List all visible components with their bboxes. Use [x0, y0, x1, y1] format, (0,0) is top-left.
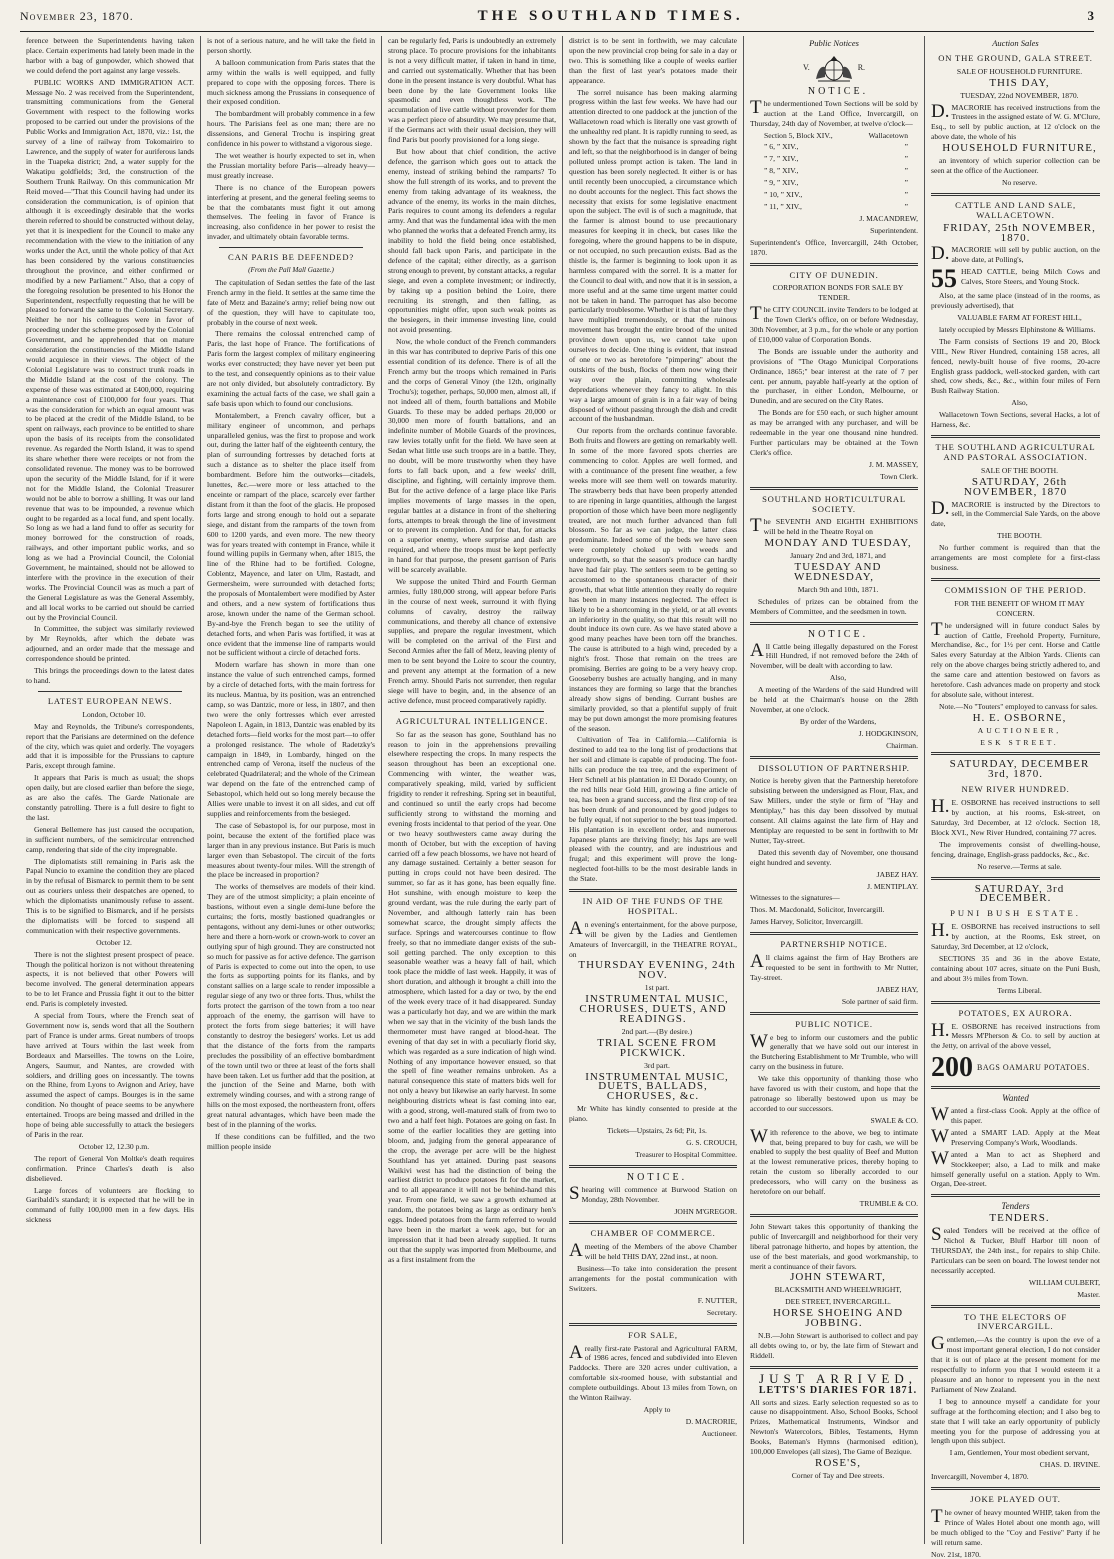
- heading-hospital: IN AID OF THE FUNDS OF THE HOSPITAL.: [582, 896, 724, 916]
- subheading: SALE OF HOUSEHOLD FURNITURE.: [956, 66, 1083, 76]
- signature-role: Town Clerk.: [880, 471, 918, 481]
- section-header-auction-sales: Auction Sales: [992, 38, 1039, 48]
- event-days: TUESDAY AND WEDNESDAY,: [794, 561, 882, 583]
- letts-diaries-heading: LETTS'S DIARIES FOR 1871.: [758, 1384, 918, 1396]
- sale-date: SATURDAY, DECEMBER 3rd, 1870.: [949, 758, 1090, 781]
- notice-title: NOTICE.: [807, 628, 869, 640]
- paragraph: The report of General Von Moltke's death requires confirmation. Prince Charles's death is also disbelieved.: [26, 1153, 194, 1183]
- section-list-item: [750, 142, 918, 152]
- signature-role: Superintendent.: [870, 225, 918, 235]
- divider: [931, 578, 1100, 581]
- signature: JABEZ HAY,: [876, 984, 918, 994]
- subheading: CORPORATION BONDS FOR SALE BY TENDER.: [772, 283, 904, 303]
- heading-electors: TO THE ELECTORS OF INVERCARGILL.: [964, 1311, 1067, 1332]
- heading-new-river: NEW RIVER HUNDRED.: [961, 784, 1070, 795]
- terms-line: No reserve.—Terms at sale.: [977, 861, 1062, 871]
- paragraph: With reference to the above, we beg to intimate that, being prepared to buy for cash, we will be enabled to supply the best quality of Beef and Mutton at the lowest remunerative prices, thereby hoping to retain the custom so liberally accorded to our predecessors, who will carry on the business as heretofore on our behalf.: [750, 1125, 918, 1197]
- business-trade: BLACKSMITH AND WHEELWRIGHT,: [774, 1285, 902, 1295]
- divider: [569, 1165, 737, 1168]
- auctioneer-role: AUCTIONEER,: [977, 725, 1062, 735]
- heading-horticultural: SOUTHLAND HORTICULTURAL SOCIETY.: [762, 493, 906, 514]
- office-line: Superintendent's Office, Invercargill, 24th October, 1870.: [750, 237, 918, 257]
- paragraph: If these conditions can be fulfilled, and the two million people inside: [207, 1131, 375, 1151]
- signature: JABEZ HAY.: [876, 869, 918, 879]
- also-text: Also,: [1011, 398, 1028, 408]
- program-part: INSTRUMENTAL MUSIC, DUETS, BALLADS, CHORUSES, &c.: [585, 1070, 729, 1103]
- paragraph: Dated this seventh day of November, one thousand eight hundred and seventy.: [750, 847, 918, 867]
- paragraph: Sealed Tenders will be received at the office of Nichol & Tucker, Bluff Harbor till noon of THURSDAY, the 24th inst., for repairs to ship Chile. Particulars can be seen on board. The lowest tender not necessarily accepted.: [931, 1224, 1100, 1275]
- signature: TRUMBLE & CO.: [859, 1199, 918, 1208]
- signature-role: Master.: [1077, 1289, 1100, 1299]
- sale-date: SATURDAY, 26th NOVEMBER, 1870: [963, 475, 1068, 498]
- shop-address: Corner of Tay and Dee streets.: [791, 1470, 885, 1480]
- paragraph: There is no chance of the European powers interfering at present, and the general feeling seems to be that the combatants must fight it out among themselves. The feeling in favor of France is increasing, also confidence in her power to resist the invader, and ultimately obtain favorable terms.: [207, 182, 375, 242]
- divider: [750, 263, 918, 266]
- signature: CHAS. D. IRVINE.: [1039, 1460, 1100, 1470]
- apply-text: Apply to: [643, 1405, 671, 1414]
- divider: [931, 877, 1100, 880]
- paragraph: Areally first-rate Pastoral and Agricultural FARM, of 1986 acres, fenced and subdivided into Eleven Paddocks. There are 320 acres under cultivation, a comfortable six-roomed house, with substantial and complete outbuildings. About 13 miles from Town, on the Winton Railway.: [569, 1341, 737, 1403]
- signature: JOHN M'GREGOR.: [674, 1206, 737, 1216]
- paragraph: is not of a serious nature, and he will take the field in person shortly.: [207, 36, 375, 55]
- paragraph: Also, at the same place (instead of in the rooms, as previously advertised), that: [931, 291, 1100, 311]
- event-days: MONDAY AND TUESDAY,: [764, 537, 912, 550]
- tenders-title: TENDERS.: [989, 1212, 1050, 1225]
- potatoes-description: BAGS OAMARU POTATOES.: [977, 1063, 1090, 1073]
- heading-cattle-land: CATTLE AND LAND SALE, WALLACETOWN.: [955, 199, 1076, 220]
- paragraph: The owner of heavy mounted WHIP, taken from the Prince of Wales Hotel about one month ago, will be much obliged to the "Coy and Festive" Party if he will return same.: [931, 1505, 1100, 1547]
- paragraph: The Farm consists of Sections 19 and 20, Block VIII., New River Hundred, containing 158 acres, all fenced, newly-built house of five rooms, 20-acre English grass paddock, well-stocked garden, with cart shed, cow sheds, &c., &c., within four miles of Fern Bush Railway Station.: [931, 336, 1100, 396]
- paragraph: The SEVENTH AND EIGHTH EXHIBITIONS will be held in the Theatre Royal on: [750, 515, 918, 537]
- divider: [931, 435, 1100, 438]
- auctioneer-name: H. E. OSBORNE,: [972, 711, 1067, 724]
- paragraph: Wanted a Man to act as Shepherd and Stockkeeper; also, a Lad to milk and make himself generally useful on a station. Apply to Wm. Organ, Dee-street.: [931, 1147, 1100, 1189]
- section-place: ”: [904, 142, 908, 152]
- paragraph: A special from Tours, where the French seat of Government now is, sends word that all the Southern part of France is under arms. Great numbers of troops have arrived at Tours within the last week from Bordeaux and Marseilles. The towns on the Loire, Angers, Saumur, and Nantes, are crowded with soldiers, and drilling goes on incessantly. The towns on the Rhine, from Lyons to Avignon and Ariey, have assumed the aspect of camps. Bourges is in the same condition. No thought of peace seems to be anywhere entertained. Troops are being massed and drilled in the hope of being able successfully to attack the besiegers of Paris in the rear.: [26, 1011, 194, 1139]
- paragraph: In Committee, the subject was similarly reviewed by Mr Reynolds, after which the debate was adjourned, and an order made that the message and correspondence should be printed.: [26, 624, 194, 664]
- column-3: [382, 36, 563, 1544]
- divider: [931, 1487, 1100, 1490]
- crest-letter-r: R.: [857, 62, 866, 72]
- heading-commission: COMMISSION OF THE PERIOD.: [944, 584, 1087, 595]
- paragraph: All Cattle being illegally depastured on the Forest Hill Hundred, if not removed before the 24th of November, will be dealt with according to law.: [750, 639, 918, 671]
- paragraph: All sorts and sizes. Early selection requested so as to cause no disappointment. Also, School Books, School Prizes, Mathematical Instruments, Windsor and Newton's Watercolors, Bibles, Testaments, Hymn Books, Bateman's Hymns (harmonised edition), 100,000 Envelopes (all sizes), The Game of Bezique.: [750, 1397, 918, 1457]
- signature: SWALE & CO.: [870, 1115, 918, 1125]
- sale-item: HOUSEHOLD FURNITURE,: [942, 142, 1097, 155]
- paragraph: General Bellemere has just caused the occupation, in sufficient numbers, of the semicircular entrenched camp, rendering that side of the city impregnable.: [26, 824, 194, 854]
- section-place: ”: [904, 201, 908, 211]
- cattle-count-block: [931, 264, 1100, 294]
- section-list-item: [750, 178, 918, 188]
- paragraph: Large forces of volunteers are flocking to Garibaldi's standard; it is expected that he will be in command of fully 100,000 men in a few days. His sickness: [26, 1185, 194, 1225]
- paragraph: We take this opportunity of thanking those who have favored us with their custom, and hope that the patronage so liberally bestowed upon us may be accorded to our successors.: [750, 1074, 918, 1113]
- divider: [569, 1221, 737, 1224]
- paragraph: All claims against the firm of Hay Brothers are requested to be sent in forthwith to Mr Nutter, Tay-street.: [750, 951, 918, 982]
- business-name: JOHN STEWART,: [790, 1271, 886, 1284]
- paragraph: The wet weather is hourly expected to set in, when the Prussian mortality before Paris—already heavy—must greatly increase.: [207, 150, 375, 180]
- program-part: INSTRUMENTAL MUSIC, CHORUSES, DUETS, AND READINGS.: [579, 993, 729, 1025]
- section-list-item: [750, 154, 918, 164]
- paragraph: The bombardment will probably commence in a few hours. The Parisians feel as one man; there are no dissensions, and General Trochu is inspiring great confidence in his power to withstand a vigorous siege.: [207, 109, 375, 149]
- section-number: ” 11, ” XIV.,: [764, 201, 802, 211]
- article-source: (From the Pall Mall Gazette.): [248, 266, 334, 275]
- cattle-description: HEAD CATTLE, being Milch Cows and Calves, Store Steers, and Young Stock.: [961, 267, 1100, 287]
- divider: [931, 752, 1100, 755]
- crest-letter-v: V.: [802, 62, 810, 72]
- section-number: ” 8, ” XIV.,: [764, 166, 799, 176]
- paragraph: Wanted a SMART LAD. Apply at the Meat Preserving Company's Work, Woodlands.: [931, 1125, 1100, 1147]
- paragraph: an inventory of which superior collection can be seen at the office of the Auctioneer.: [931, 156, 1100, 175]
- program-part: TRIAL SCENE FROM PICKWICK.: [597, 1036, 717, 1059]
- signature-role: Chairman.: [886, 740, 918, 750]
- paragraph: Ameeting of the Members of the above Chamber will be held THIS DAY, 22nd inst., at noon.: [569, 1240, 737, 1262]
- paragraph: district is to be sent in forthwith, we may calculate upon the new provincial crop being for sale in a day or two. This is something like a couple of weeks earlier than the first of last year's potatoes made their appearance.: [569, 36, 737, 85]
- divider: [931, 1305, 1100, 1308]
- heading-potatoes: POTATOES, EX AURORA.: [958, 1007, 1073, 1018]
- section-header-tenders: Tenders: [1001, 1201, 1030, 1212]
- event-date: THURSDAY EVENING, 24th NOV.: [578, 959, 736, 982]
- paragraph: Cultivation of Tea in California.—California is destined to add tea to the long list of productions that her soil and climate is capable of producing. The foot-hills can produce the tea tree, and the experiment of Herr Schnell at his plantation in El Dorado County, on the red hills near Gold Hill, growing a fine article of tea, has been a grand success, and the first crop of tea has been drunk of and pronounced by good judges to be fully equal, if not superior to the best teas imported. His plantation is in excellent order, and numerous Japanese plants are thriving finely; his Japs are well pleased with the country, and are industrious and frugal; and this experiment will prove the long-neglected foot-hills to be the most desirable lands in the State.: [569, 735, 737, 884]
- signature: D. MACRORIE,: [685, 1416, 737, 1426]
- signature: J. HODGKINSON,: [858, 728, 918, 738]
- divider: [750, 1366, 918, 1369]
- paragraph: H.E. OSBORNE has received instructions to sell by auction, at the Rooms, Esk street, on Saturday, 3rd December, at 12 o'clock,: [931, 920, 1100, 952]
- paragraph: N.B.—John Stewart is authorised to collect and pay all debts owing to, or by, the late firm of Stewart and Riddell.: [750, 1330, 918, 1360]
- signature-role: Treasurer to Hospital Committee.: [635, 1149, 737, 1159]
- paragraph: I beg to announce myself a candidate for your suffrage at the forthcoming election; and I also beg to state that I will take an early opportunity of publicly meeting you for the purpose of addressing you at length upon this subject.: [931, 1396, 1100, 1446]
- paragraph: The capitulation of Sedan settles the fate of the last French army in the field. It settles at the same time the fate of Metz and Bazaine's army; relief being now out of the question, they will have to capitulate too, probably in the course of next week.: [207, 277, 375, 327]
- potatoes-count-block: [931, 1052, 1100, 1084]
- paragraph: can be regularly fed, Paris is undoubtedly an extremely strong place. To procure provisions for the inhabitants is not a very difficult matter, if taken in hand in time, and carried out systematically. Whether that has been done in the present instance is very doubtful. What has been done by the late Government looks like spasmodic and even thoughtless work. The accumulation of live cattle without provender for them was a perfect piece of absurdity. We may presume that, if the Germans act with their usual decision, they will find Paris but poorly provisioned for a long siege.: [388, 36, 556, 145]
- paragraph: There is not the slightest present prospect of peace. Though the political horizon is not without threatening aspects, it is not believed that other Powers will become involved. The general determination appears to be to let France and Prussia fight it out to the bitter end. Paris is completely invested.: [26, 949, 194, 1009]
- section-list-item: [750, 131, 918, 141]
- heading-gala-street: ON THE GROUND, GALA STREET.: [938, 52, 1093, 63]
- columns: [20, 36, 1106, 1559]
- heading-chamber: CHAMBER OF COMMERCE.: [590, 1228, 716, 1239]
- section-header-public-notices: Public Notices: [809, 38, 859, 48]
- order-line: By order of the Wardens,: [799, 716, 877, 726]
- divider: [750, 487, 918, 490]
- signature: F. NUTTER,: [697, 1295, 737, 1305]
- auctioneer-address: ESK STREET.: [980, 737, 1059, 747]
- also-text: Also,: [829, 673, 847, 683]
- paragraph: D.MACRORIE will sell by public auction, on the above date, at Polling's,: [931, 243, 1100, 265]
- paragraph: PUBLIC WORKS AND IMMIGRATION ACT. Message No. 2 was received from the Superintendent, transmitting communications from the General Government with respect to the following works proposed to be carried out under the provisions of the Public Works and Immigration Act, 1870, viz.: 1st, the survey of a line of railway from Tokomairiro to Lawrence, and the supply of water for auriferous lands in the Tuapeka district; 2nd, a water supply for the Wakatipu goldfields; 3rd, the construction of the Southern Trunk Railway. On this communication Mr Reid moved—"That this Council having had under its consideration the communication, is of opinion that although it is exceedingly desirable that the works therein referred to should be constructed without delay, yet that it is inexpedient for the Council to make any recommendation with the view to the initiation of any works under the Act, until the whole policy of that Act has been considered by the various constituencies throughout the province, and either confirmed or modified by a new Parliament." Also, that a copy of the foregoing resolution be presented to his Honor the Superintendent, respectfully requesting that he will be pleased to forward the same to the Colonial Secretary. Neither he nor his colleagues were in favor of proceeding under the scheme proposed by the Colonial Government, and he apprehended that on mature consideration the constituencies of the Middle Island would acquiesce in their views. The object of the Colonial Legislature was to construct trunk roads in the Middle Island at the cost of the colony. The expense of these was estimated at £400,000, requiring a maintenance cost of £100,000 for four years. That was the consideration for which an equal amount was to be placed at the credit of the Middle Island, to be spent on railways, each province to be entitled to share upon the basis of its receipts from the consolidated revenue. As regarded the North Island, it was to spend its share whether there were receipts or not from the consolidated revenue. The money was to be borrowed upon the security of the Middle Island, for if it were not for the Middle Island, the Colonial Treasurer would not be able to borrow a shilling. It was our land revenue that was to be impounded, a revenue which ought to be regarded as a local fund, and spent locally. So long as we had a land fund to offer as security for money borrowed for the construction of roads, railways, and other important public works, and so long as we had a Provincial Council, the Colonial Government, he maintained, should not be allowed to interfere with the province in the execution of their works. The Provincial Council was as much a part of the General Legislature as was the General Assembly, and all local works to be carried out should be carried out by the Provincial Council.: [26, 77, 194, 622]
- paragraph: We suppose the united Third and Fourth German armies, fully 180,000 strong, will appear before Paris in the course of next week, surround it with flying columns of cavalry, destroy the railway communications, and thereby all chance of extensive supplies, and prepare the regular investment, which will be completed on the arrival of the First and Second Armies after the fall of Metz, leaving plenty of men to be sent beyond the Loire to scour the country, and prevent any attempt at the formation of a new French army. Should Paris not surrender, then regular siege will have to begin, and, in the absence of an active defence, must proceed comparatively rapidly.: [388, 576, 556, 705]
- event-dates: January 2nd and 3rd, 1871, and: [790, 551, 886, 561]
- paragraph: Now, the whole conduct of the French commanders in this war has contributed to deprive Paris of this one essential condition of its defence. There is of all the French army but the troops which remained in Paris and the corps of General Vinoy (the 12th, originally Trochu's); together, perhaps, 50,000 men, almost all, if not indeed all of them, fourth battalions and Mobile Guards. To these may be added perhaps 20,000 or 30,000 men more of fourth battalions, and an indefinite number of Mobile Guards of the provinces, raw levies totally unfit for the field. We have seen at Sedan what little use such troops are in a battle. They, no doubt, will be more trustworthy when they have forts to fall back upon, and a few weeks' drill, discipline, and fighting, will certainly improve them. But for the active defence of a large place like Paris implies movements of large masses in the open, regular battles at a distance in front of the sheltering forts, attempts to break through the line of investment or to prevent its completion. And for that, for attacks on a superior enemy, where surprise and dash are required, and where the troops must be kept perfectly in hand for that purpose, the present garrison of Paris will be scarcely available.: [388, 337, 556, 575]
- issue-date: November 23, 1870.: [20, 9, 134, 23]
- paragraph: No further comment is required than that the arrangements are most complete for a first-class business.: [931, 543, 1100, 572]
- section-list-item: [750, 190, 918, 200]
- heading-agricultural-association: THE SOUTHLAND AGRICULTURAL AND PASTORAL ASSOCIATION.: [935, 442, 1096, 462]
- heading-dissolution: DISSOLUTION OF PARTNERSHIP.: [758, 762, 910, 773]
- section-list: [750, 131, 918, 212]
- paragraph: An evening's entertainment, for the above purpose, will be given by the Ladies and Gentlemen Amateurs of Invercargill, in the THEATRE ROYAL, on: [569, 917, 737, 959]
- paragraph: Gentlemen,—As the country is upon the eve of a most important general election, I do not consider that it is out of place at the present moment for me respectfully to inform you that I would esteem it a pleasure and an honor to represent you in the next Parliament of New Zealand.: [931, 1333, 1100, 1394]
- divider: [219, 247, 363, 248]
- heading-puni-bush: PUNI BUSH ESTATE.: [950, 908, 1081, 919]
- masthead: [20, 8, 1094, 32]
- paragraph: The works of themselves are models of their kind. They are of the utmost simplicity; a plain enceinte of bastions, without even a single demi-lune before the curtains; the forts, mostly bastioned quadrangles or pentagons, without any demi-lunes or other outworks; here and there a horn-work or crown-work to cover an outlying spur of high ground. They are constructed not so much for passive as for active defence. The garrison of Paris is expected to come out into the open, to use the forts as supporting points for its flanks, and by constant sallies on a large scale to render impossible a regular siege of any two or three forts. Thus, whilst the forts protect the garrison of the town from a too near approach of the enemy, the garrison will have to protect the forts from siege batteries; it will have constantly to destroy the besiegers' works. Let us add that the distance of the forts from the ramparts precludes the possibility of an effective bombardment of the town until two or three at least of the forts shall have been taken. Let us further add that the position, at the junction of the Seine and Marne, both with extremely winding courses, and with a strong range of hills on the most exposed, the northeastern front, offers great natural advantages, which have been made the best of in the planning of the works.: [207, 882, 375, 1130]
- paragraph: The case of Sebastopol is, for our purpose, most in point, because the extent of the fortified place was larger than in any previous instance. But Paris is much larger even than Sebastopol. The circuit of the forts measures about twenty-four miles. Will the strength of the place be increased in proportion?: [207, 820, 375, 880]
- signature-role: Secretary.: [706, 1307, 737, 1317]
- business-service: HORSE SHOEING AND JOBBING.: [772, 1307, 904, 1330]
- dateline: October 12, 12.30 p.m.: [78, 1141, 150, 1151]
- paragraph: A balloon communication from Paris states that the army within the walls is well equipped, and fully prepared to cope with the opposing forces. There is much sickness among the Prussians in consequence of their exposed condition.: [207, 57, 375, 107]
- newspaper-title: THE SOUTHLAND TIMES.: [477, 8, 744, 24]
- terms-line: Terms Liberal.: [997, 985, 1042, 995]
- divider: [931, 1194, 1100, 1197]
- potatoes-count: 200: [931, 1052, 973, 1084]
- section-place: ”: [904, 154, 908, 164]
- divider: [400, 711, 544, 712]
- page-number: 3: [1087, 8, 1094, 23]
- program-part-label: 3rd part.: [644, 1060, 670, 1070]
- paragraph: SECTIONS 35 and 36 in the above Estate, containing about 107 acres, situate on the Puni Bush, and about 3½ miles from Town.: [931, 953, 1100, 983]
- paragraph: D.MACRORIE is instructed by the Directors to sell, in the Commercial Sale Yards, on the above date,: [931, 497, 1100, 529]
- paragraph: There remains the colossal entrenched camp of Paris, the last hope of France. The fortifications of Paris form the largest complex of military engineering works ever constructed; they have never yet been put to the test, and consequently opinions as to their value are not only divided, but absolutely contradictory. By examining the actual facts of the case, we shall gain a safe basis upon which to found our conclusions.: [207, 329, 375, 408]
- section-list-item: [750, 166, 918, 176]
- paragraph: The undersigned will in future conduct Sales by auction of Cattle, Freehold Property, Furniture, Merchandise, &c., for 1½ per cent. Horse and Cattle Sales every Saturday at the Albion Yards. Clients can rely on the above charges being strictly adhered to, and the same care and attention bestowed on favors as heretofore. Cash advances made on property and stock for absolute sale, without interest.: [931, 618, 1100, 699]
- just-arrived-heading: JUST ARRIVED,: [759, 1370, 917, 1386]
- paragraph: The undermentioned Town Sections will be sold by auction at the Land Office, Invercargill, on Thursday, 24th day of November, at twelve o'clock—: [750, 96, 918, 128]
- divider: [569, 1323, 737, 1326]
- sale-date: FRIDAY, 25th NOVEMBER, 1870.: [943, 221, 1096, 244]
- sale-date: SATURDAY, 3rd DECEMBER.: [974, 882, 1065, 905]
- dateline: October 12.: [96, 937, 132, 947]
- section-header-wanted: Wanted: [1002, 1093, 1029, 1104]
- paragraph: Notice is hereby given that the Partnership heretofore subsisting between the undersigned as Flour, Flax, and Saw Millers, under the style or firm of "Hay and Mentiplay," has this day been dissolved by mutual consent. All claims against the late firm of Hay and Mentiplay are requested to be sent in forthwith to Mr Nutter, Tay-street.: [750, 776, 918, 845]
- program-part-label: 2nd part.—(By desire.): [621, 1026, 693, 1036]
- paragraph: The CITY COUNCIL invite Tenders to be lodged at the Town Clerk's office, on or before Wednesday, 30th November, at 3 p.m., for the whole or any portion of £10,000 value of Corporation Bonds.: [750, 303, 918, 344]
- paragraph: We beg to inform our customers and the public generally that we have sold out our interest in the Butchering Establishment to Mr Trumble, who will carry on the business in future.: [750, 1030, 918, 1072]
- paragraph: H.E. OSBORNE has received instructions to sell by auction, at his rooms, Esk-street, on Saturday, 3rd December, at 12 o'clock. Section 18, Block XVI., New River Hundred, containing 77 acres.: [931, 796, 1100, 837]
- section-number: ” 6, ” XIV.,: [764, 142, 799, 152]
- section-number: Section 5, Block XIV.,: [764, 130, 833, 140]
- coat-of-arms-icon: [810, 53, 858, 83]
- heading-joke-played-out: JOKE PLAYED OUT.: [970, 1494, 1061, 1505]
- column-4: [563, 36, 744, 1544]
- section-place: ”: [904, 166, 908, 176]
- closing-line: I am, Gentlemen, Your most obedient servant,: [949, 1448, 1090, 1458]
- cattle-count: 55: [931, 264, 957, 294]
- sale-date: TUESDAY, 22nd NOVEMBER, 1870.: [960, 90, 1079, 100]
- paragraph: But how about that chief condition, the active defence, the garrison which goes out to attack the enemy, instead of striking behind the ramparts? To show the full strength of its works, and to prevent the enemy from taking advantage of its weakness, the advance of the enemy, its works in the main ditches, Paris requires to count among its defenders a regular army. And that was the fundamental idea with the men who planned the works that a defeated French army, its inability to hold the field being once established, should fall back upon Paris, and participate in the defence of the capital; either directly, as a garrison strong enough to prevent, by constant attacks, a regular siege, and even a complete investment; or indirectly, by taking up a position behind the Loire, there recruiting its strength, and then falling, as opportunities might offer, upon such weak points as the besiegers, in their immense investing line, could not avoid presenting.: [388, 146, 556, 335]
- shop-name: ROSE'S,: [815, 1456, 861, 1469]
- paragraph: The Bonds are for £50 each, or such higher amount as may be arranged with any purchaser, and will be redeemable in the year one thousand nine hundred. Further particulars may be obtained at the Town Clerk's office.: [750, 408, 918, 457]
- divider: [931, 1086, 1100, 1089]
- heading-paris-defended: CAN PARIS BE DEFENDED?: [228, 252, 354, 263]
- section-number: ” 9, ” XIV.,: [764, 178, 799, 188]
- reserve-line: No reserve.: [1002, 177, 1037, 187]
- paragraph: Shearing will commence at Burwood Station on Monday, 28th November.: [569, 1182, 737, 1204]
- section-number: ” 7, ” XIV.,: [764, 154, 799, 164]
- paragraph: This brings the proceedings down to the latest dates to hand.: [26, 666, 194, 685]
- heading-partnership: PARTNERSHIP NOTICE.: [780, 939, 888, 950]
- event-dates: March 9th and 10th, 1871.: [797, 584, 879, 594]
- paragraph: The sorrel nuisance has been making alarming progress within the last few weeks. We have had our attention directed to one paddock at the junction of the Wallacetown road which is literally one vast growth of the unhealthy red plant. It is rapidly running to seed, as shown by the fact that the nuisance is spreading right and left, so that the neighborhood is in danger of being polluted unless prompt action is taken. The land in question has been sorely neglected. It either is or has until recently been unoccupied, a circumstance which no doubt accounts for the neglect. This fact shows the necessity that exists for some legislative enactment upon the subject. The evil is of such a magnitude, that the farmer is almost bound to use precautionary measures for keeping it in check, but cases like the foregoing, where the ground happens to be in dispute, or not occupied, no such precaution exists. Bad as the thistle is, the farmer is beginning to look upon it as harmless compared with the sorrel. It is a matter for the Council to deal with, and now that it is in session, a more useful and at the same time urgent matter could not be taken in hand. The parroquet has also become particularly troublesome. Whether it is that of late they have multiplied tremendously, or that the ruinous movement has brought the entire brood of the united province down upon us, we cannot take upon ourselves to decide. One thing is evident, that instead of one or two as heretofore "pimpering" about the outskirts of the bush, flocks of them now wing their way over the plain, committing wholesale depredations whenever they fancy to alight. In this way a large amount of grain is in a fair way of being disposed of without passing through the dish and credit account of the husbandman.: [569, 87, 737, 424]
- divider: [750, 1214, 918, 1217]
- column-1: [20, 36, 201, 1544]
- program-part-label: 1st part.: [644, 983, 670, 993]
- divider: [750, 622, 918, 625]
- subheading: SALE OF THE BOOTH.: [980, 465, 1059, 475]
- paragraph: The Bonds are issuable under the authority and provisions of "The Otago Municipal Corporations Ordinance, 1865;" bear interest at the rate of 7 per cent. per annum, payable half-yearly at the option of the purchaser, in either London, Melbourne, or Dunedin, and are secured on the City Rates.: [750, 346, 918, 406]
- paragraph: H.E. OSBORNE has received instructions from Messrs M'Pherson & Co. to sell by auction at the Jetty, on arrival of the above vessel,: [931, 1019, 1100, 1051]
- divider: [931, 1001, 1100, 1004]
- witness: James Harvey, Solicitor, Invercargill.: [750, 917, 863, 927]
- notice-date: Nov. 21st, 1870.: [931, 1549, 981, 1559]
- signature: G. S. CROUCH,: [686, 1137, 737, 1147]
- paragraph: May and Reynolds, the Tribune's correspondents, report that the Parisians are determined on the defence of the city, which was quiet and orderly. The voyagers add that it is impossible for the Prussians to capture Paris, except through famine.: [26, 721, 194, 771]
- letter-date: Invercargill, November 4, 1870.: [931, 1472, 1029, 1482]
- signature: J. MENTIPLAY.: [867, 881, 918, 891]
- section-list-item: [750, 202, 918, 212]
- paragraph: Schedules of prizes can be obtained from the Members of Committee, and the seedsmen in town.: [750, 596, 918, 616]
- divider: [750, 1012, 918, 1015]
- paragraph: lately occupied by Messrs Elphinstone & Williams.: [939, 324, 1096, 334]
- sale-item: THE BOOTH.: [997, 531, 1042, 541]
- section-place: ”: [904, 178, 908, 188]
- ticket-prices: Tickets—Upstairs, 2s 6d; Pit, 1s.: [607, 1126, 707, 1136]
- paragraph: The diplomatists still remaining in Paris ask the Papal Nuncio to examine the condition they are placed in by the refusal of Bismarck to permit them to be sent out as couriers unless their despatches are opened, to which the diplomatists unanimously refuse to assent. This is to be signified to Bismarck, and if he persists the diplomatists will be forced to suspend all communication with their respective governments.: [26, 856, 194, 935]
- heading-european-news: LATEST EUROPEAN NEWS.: [47, 695, 173, 706]
- subheading: FOR THE BENEFIT OF WHOM IT MAY CONCERN.: [954, 598, 1085, 618]
- paragraph: Modern warfare has shown in more than one instance the value of such entrenched camps, formed by a circle of detached forts, with the main fortress for its nucleus. Mantua, by its position, was an entrenched camp, so was Dantzic, more or less, in 1807, and then two were the only fortresses which ever arrested Napoleon I. Again, in 1813, Dantzic was enabled by its detached forts—field works for the most part—to offer a prolonged resistance. The whole of Radetzky's campaign in 1849, in Lombardy, hinged on the entrenched camp of Verona, itself the nucleus of the celebrated Quadrilateral; and the whole of the Crimean war depend on the fate of the entrenched camp of Sebastopol, which held out so long merely because the Allies were unable to invest it on all sides, and cut off supplies and reinforcements from the besieged.: [207, 660, 375, 818]
- paragraph: The improvements consist of dwelling-house, fencing, drainage, English-grass paddocks, &c., &c.: [931, 839, 1100, 859]
- section-number: ” 10, ” XIV.,: [764, 190, 803, 200]
- signature: WILLIAM CULBERT,: [1028, 1277, 1100, 1287]
- paragraph: Mr White has kindly consented to preside at the piano.: [569, 1104, 737, 1124]
- column-6: [925, 36, 1106, 1559]
- paragraph: Business—To take into consideration the present arrangements for the postal communication with Switzers.: [569, 1264, 737, 1293]
- divider: [569, 889, 737, 892]
- business-address: DEE STREET, INVERCARGILL.: [785, 1297, 891, 1307]
- farm-name: VALUABLE FARM AT FOREST HILL,: [957, 313, 1082, 323]
- paragraph: Wanted a first-class Cook. Apply at the office of this paper.: [931, 1104, 1100, 1126]
- signature-role: Sole partner of said firm.: [841, 996, 918, 1006]
- paragraph: Montalembert, a French cavalry officer, but a military engineer of uncommon, and perhaps unparalleled genius, was the first to propose and work out, during the latter half of the eighteenth century, the plan of surrounding fortresses by detached forts at such a distance as to shelter the place itself from bombardment. Before him the outworks—citadels, lunettes, &c.—were more or less attached to the enceinte or rampart of the place, scarcely ever farther distant from it than the foot of the glacis. He proposed forts large and strong enough to hold out a separate siege, and distant from the ramparts of the town from 600 to 1200 yards, and even more. The new theory was for years treated with contempt in France, while it found willing pupils in Germany when, after 1815, the line of the Rhine had to be fortified. Cologne, Coblentz, Mayence, and later on Ulm, Rastadt, and Germersheim, were surrounded with detached forts; the proposals of Montalembert were modified by Aster and others, and a new system of fortifications thus arose, known under the name of the German school. By-and-bye the French began to see the utility of detached forts, and when Paris was fortified, it was at once evident that the immense line of ramparts would not be sufficient without a circle of detached forts.: [207, 410, 375, 658]
- witness: Thos. M. Macdonald, Solicitor, Invercargill.: [750, 905, 885, 915]
- heading-agricultural: AGRICULTURAL INTELLIGENCE.: [395, 715, 549, 726]
- paragraph: ference between the Superintendents having taken place. Certain experiments had lately been made in the harbor with a bag of gunpowder, which showed that we could defend the port against any large vessels.: [26, 36, 194, 75]
- paragraph: John Stewart takes this opportunity of thanking the public of Invercargill and neighborhood for their very liberal patronage hitherto, and hopes by attention, the use of the best materials, and good workmanship, to merit a continuance of their favors.: [750, 1221, 918, 1271]
- paragraph: So far as the season has gone, Southland has no reason to join in the apprehensions prevailing elsewhere respecting the crops. In many respects the season throughout has been an exceptional one. Commencing with winter, the weather was, comparatively speaking, mild, varied by sufficient frigidity to render it refreshing. Spring set in beautiful, and continued so until the early crops had become sufficiently strong to withstand the morning and evening frosts incidental to that period of the year. One or two heavy southwesters came away during the month of October, but with the exception of having carried off a few peach blossoms, we have not heard of any damage sustained. Certainly a better season for putting in crops could not have been desired. The summer, so far as it has gone, has been equally fine. Hot sunshine, with enough moisture to keep the ground verdant, was the rule during the early part of November, and although latterly rain has been somewhat scarce, the drought simply affects the surface. Springs and watercourses continue to flow freely, so that no immediate danger exists of the sub-soil getting parched. The only exception to this seasonable weather was a heavy fall of hail, which took place the middle of last week. Happily, it was of short duration, and although it brought a chill into the atmosphere, which lasted for a day or two, by the end of the week every trace of it had disappeared. Sunday was a particularly hot day, and we are within the mark when we say that in the vicinity of the bush lands the thermometer must have ranged at blood-heat. The evening of that day set in with a peculiarly florid sky, which was regarded as a sure indication of high wind. Nothing of any importance however ensued, so that the spell of fine weather remains unbroken. As a natural consequence this state of matters bids well for not only a heavy but likewise an early harvest. In some neighbouring districts wheat is fast coming into ear, with a good, strong, well-matured stalk of from two to two and a half feet high. Potatoes are going on fast. In some of the earlier localities they are getting into bloom, and, judging from the general appearance of the crop, the average per acre will be the highest Southland has yet attained. During past seasons Waikivi west has had the distinction of being the earliest district to produce potatoes fit for the market, and to all appearance it will not be behind-hand this year. From one field, we saw a growth exhumed at random, the potatoes being as large as ordinary hen's eggs. Indeed potatoes from the farm referred to would have been in the market a week ago, but for an impression that it had been already supplied. It turns out that the supply was imported from Melbourne, and as a first instalment from the: [388, 729, 556, 1264]
- dateline: London, October 10.: [82, 709, 146, 719]
- divider: [750, 932, 918, 935]
- sale-day: THIS DAY,: [989, 76, 1050, 89]
- paragraph: Our reports from the orchards continue favorable. Both fruits and flowers are getting on remarkably well. In some of the more favored spots cherries are commencing to color. Apples are well formed, and with a continuance of the present fine weather, a few weeks more will see them well on towards maturity. The strawberry beds that have been properly attended to are ripening in large quantities, although the largest proportion of those which have been more negligently treated, are not much further advanced than full blossom. So far as we can judge, the latter class predominate. Indeed some of the beds we have seen were completely choked up with weeds and undergrowth, so that the season's produce can hardly have had fair play. The settlers seem to be getting so accustomed to the spontaneous character of their growth, that what little attention they really do require has been in many instances neglected. The effect is likely to be a shortcoming in the yield, or at all events an inferiority in the quality, so that this result will no doubt induce its own cure. As we have stated above a good many peaches have been torn off the branches. The cause is attributed to a high wind, preceded by a night's frost. Those that remain on the trees are promising. Berries are going to be a very heavy crop. Gooseberry bushes are actually hanging, and in many instances they are forming so large that the branches already show signs of bending. Currant bushes are similarly provided, so that a plentiful supply of fruit may be put down amongst the more promising features of the season.: [569, 426, 737, 733]
- royal-crest: [750, 53, 918, 83]
- heading-public-notice: PUBLIC NOTICE.: [795, 1018, 873, 1029]
- paragraph: D.MACRORIE has received instructions from the Trustees in the assigned estate of W. G. M'Clure, Esq., to sell by public auction, at 12 o'clock on the above date, the whole of his: [931, 100, 1100, 142]
- paragraph: A meeting of the Wardens of the said Hundred will be held at the Chairman's house on the 28th November, at one o'clock.: [750, 685, 918, 714]
- notice-title: NOTICE.: [807, 85, 869, 97]
- signature-role: Auctioneer.: [701, 1428, 737, 1438]
- heading-for-sale: FOR SALE,: [628, 1329, 678, 1340]
- divider: [38, 691, 182, 692]
- paragraph: Wallacetown Town Sections, several Hacks, a lot of Harness, &c.: [931, 410, 1100, 430]
- witnesses-label: Witnesses to the signatures—: [750, 893, 840, 903]
- paragraph: It appears that Paris is much as usual; the shops open daily, but are closed earlier than before the siege, as are also the cafés. The Garde Nationale are constantly patrolling. There is a full desire to fight to the last.: [26, 773, 194, 822]
- signature: J. M. MASSEY,: [868, 459, 918, 469]
- divider: [931, 193, 1100, 196]
- paragraph: Note.—No "Touters" employed to canvass for sales.: [939, 701, 1098, 711]
- signature: J. MACANDREW,: [859, 213, 918, 223]
- divider: [750, 756, 918, 759]
- section-place: ”: [904, 190, 908, 200]
- section-place: Wallacetown: [868, 130, 908, 140]
- column-2: [201, 36, 382, 1544]
- notice-title: NOTICE.: [626, 1171, 688, 1183]
- heading-dunedin: CITY OF DUNEDIN.: [789, 269, 879, 280]
- column-5: [744, 36, 925, 1544]
